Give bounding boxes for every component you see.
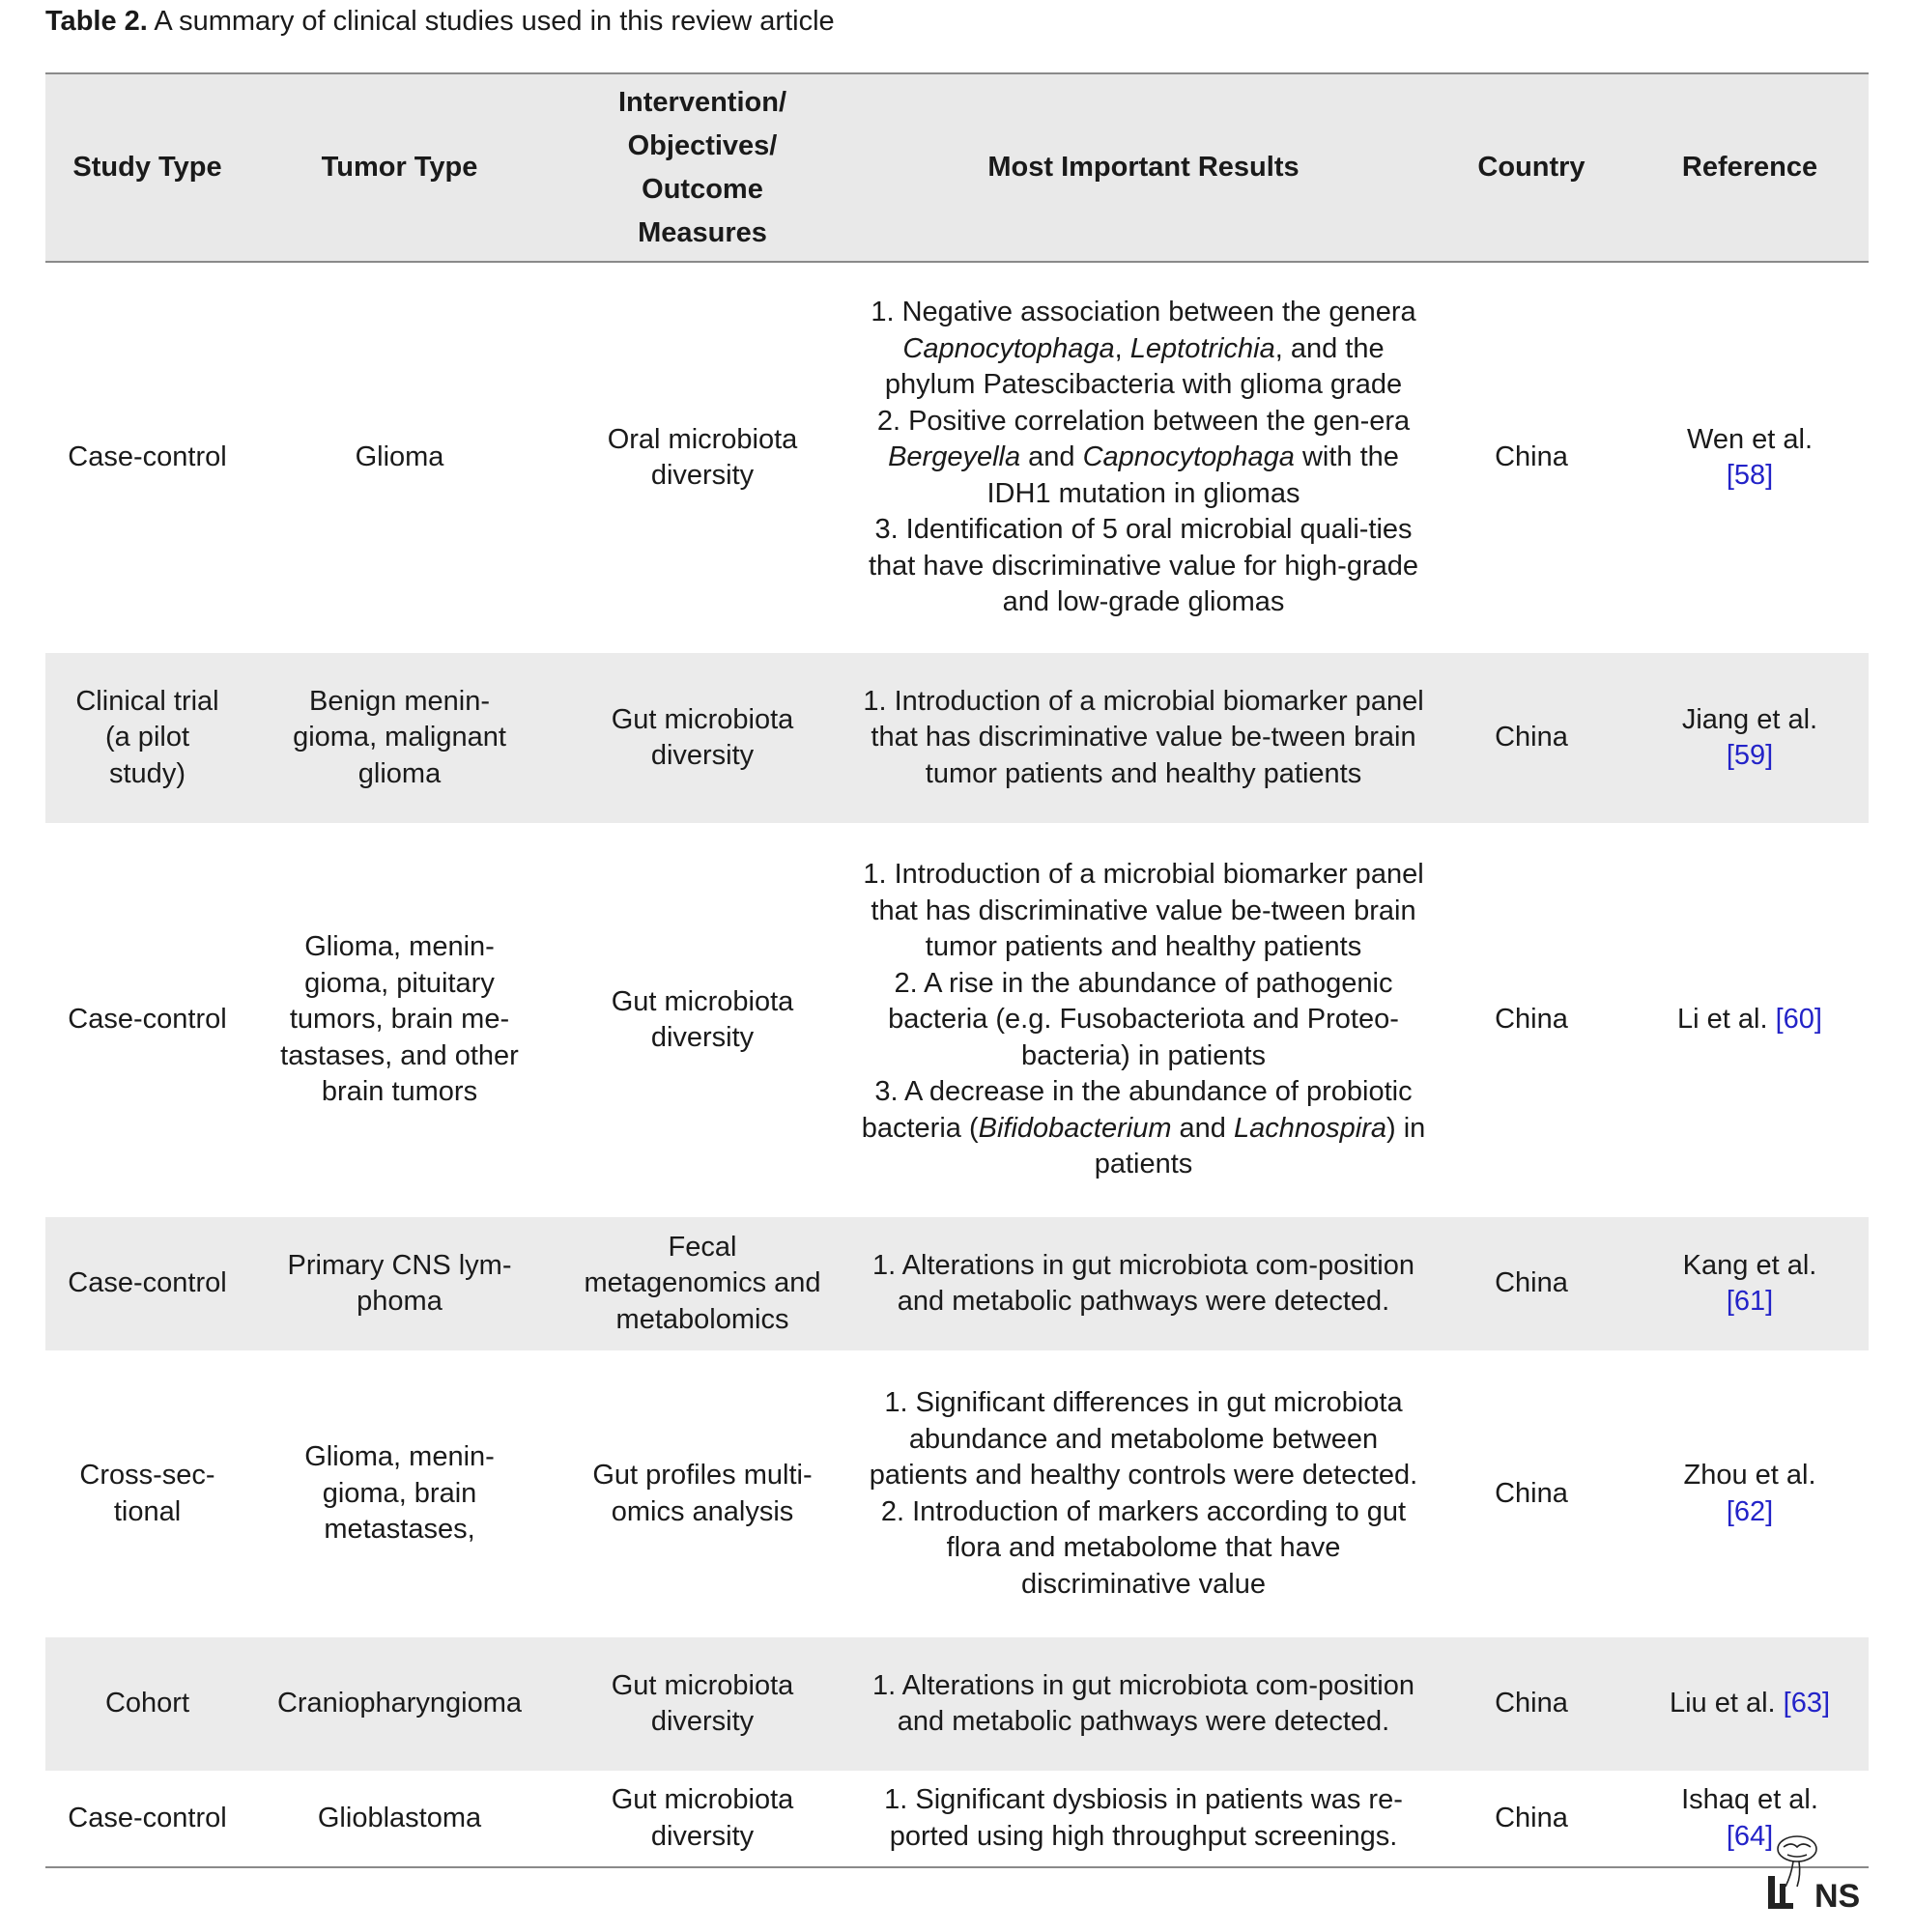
column-header: Intervention/ Objectives/ Outcome Measures bbox=[550, 73, 855, 262]
table-row bbox=[45, 653, 1869, 823]
cell-reference bbox=[1631, 653, 1869, 823]
reference-author: Ishaq et al. bbox=[1681, 1784, 1818, 1815]
cell-tumor-type: Glioblastoma bbox=[249, 1771, 550, 1867]
journal-logo bbox=[1764, 1832, 1869, 1913]
cell-tumor-type: Benign menin-gioma, malignant glioma bbox=[293, 685, 506, 789]
reference-link[interactable]: [62] bbox=[1726, 1495, 1774, 1527]
table-row bbox=[45, 1637, 1869, 1771]
cell-intervention: Fecal metagenomics and metabolomics bbox=[584, 1231, 821, 1335]
cell-study-type: Clinical trial (a pilot study) bbox=[75, 685, 219, 789]
cell-country: China bbox=[1495, 1477, 1568, 1509]
cell-tumor-type: Craniopharyngioma bbox=[276, 1688, 523, 1719]
column-header: Most Important Results bbox=[855, 73, 1432, 262]
table-row bbox=[45, 1350, 1869, 1637]
reference-link[interactable]: [63] bbox=[1783, 1688, 1831, 1719]
table-row bbox=[45, 1217, 1869, 1350]
reference-link[interactable]: [58] bbox=[1726, 460, 1774, 491]
cell-study-type: Case-control bbox=[68, 441, 227, 473]
cell-intervention: Gut microbiota diversity bbox=[611, 703, 794, 771]
cell-reference bbox=[1631, 823, 1869, 1217]
cell-tumor-type: Glioma bbox=[355, 441, 444, 473]
cell-intervention: Gut microbiota diversity bbox=[550, 1771, 855, 1867]
reference-author: Kang et al. bbox=[1682, 1249, 1817, 1281]
table-header bbox=[45, 73, 1869, 262]
reference-link[interactable]: [64] bbox=[1726, 1820, 1774, 1852]
reference-link[interactable]: [60] bbox=[1775, 1004, 1822, 1036]
cell-intervention: Gut microbiota diversity bbox=[611, 1669, 794, 1737]
cell-results: 1. Introduction of a microbial biomarker panel that has discriminative value be-tween brain tumor patients and healthy patients 2. A rise in the abundance of pathogenic bacteria (e.g. Fusobacteriota and Proteo-bacteria) in patients 3. A decrease in the abundance of probiotic bacteria (Bifidobacterium and Lachnospira) in patients bbox=[861, 859, 1426, 1180]
cell-results: 1. Alterations in gut microbiota com-position and metabolic pathways were detected. bbox=[872, 1249, 1414, 1317]
table-body bbox=[45, 262, 1869, 1867]
table-caption bbox=[45, 2, 835, 41]
cell-results: 1. Introduction of a microbial biomarker panel that has discriminative value be-tween brain tumor patients and healthy patients bbox=[863, 685, 1424, 789]
cell-reference bbox=[1631, 262, 1869, 653]
cell-results: 1. Alterations in gut microbiota com-position and metabolic pathways were detected. bbox=[872, 1669, 1414, 1737]
cell-tumor-type: Glioma, menin-gioma, brain metastases, bbox=[304, 1441, 495, 1546]
cell-tumor-type: Glioma, menin-gioma, pituitary tumors, brain me-tastases, and other brain tumors bbox=[280, 931, 519, 1108]
reference-link[interactable]: [61] bbox=[1726, 1286, 1774, 1317]
table-caption-text: A summary of clinical studies used in this review article bbox=[154, 6, 835, 37]
cell-country: China bbox=[1432, 1771, 1631, 1867]
column-header: Study Type bbox=[45, 73, 249, 262]
reference-author: Wen et al. bbox=[1686, 423, 1814, 455]
cell-study-type: Case-control bbox=[68, 1004, 227, 1036]
column-header: Reference bbox=[1631, 73, 1869, 262]
column-header: Country bbox=[1432, 73, 1631, 262]
cell-study-type: Case-control bbox=[45, 1771, 249, 1867]
reference-author: Liu et al. bbox=[1669, 1688, 1776, 1719]
cell-country: China bbox=[1495, 1004, 1568, 1036]
reference-author: Li et al. bbox=[1677, 1004, 1768, 1036]
reference-author: Zhou et al. bbox=[1683, 1460, 1816, 1491]
cell-country: China bbox=[1495, 1267, 1568, 1299]
cell-reference bbox=[1631, 1217, 1869, 1350]
column-header: Tumor Type bbox=[249, 73, 550, 262]
logo-text: NS bbox=[1814, 1878, 1861, 1913]
table-row bbox=[45, 262, 1869, 653]
clinical-studies-table bbox=[45, 72, 1869, 1868]
cell-results: 1. Negative association between the genera Capnocytophaga, Leptotrichia, and the phylum Patescibacteria with glioma grade 2. Positive correlation between the gen-era Bergeyella and Capnocytophaga with the IDH1 mutation in gliomas 3. Identification of 5 oral microbial quali-ties that have discriminative value for high-grade and low-grade gliomas bbox=[868, 297, 1419, 618]
table-caption-label: Table 2. bbox=[45, 6, 148, 37]
cell-study-type: Cohort bbox=[104, 1688, 190, 1719]
cell-study-type: Cross-sec-tional bbox=[79, 1460, 215, 1527]
cell-reference bbox=[1631, 1350, 1869, 1637]
cell-results: 1. Significant differences in gut microbiota abundance and metabolome between patients and healthy controls were detected. 2. Introduction of markers according to gut flora and metabolome that have discriminative value bbox=[869, 1387, 1418, 1600]
reference-author: Jiang et al. bbox=[1681, 703, 1818, 735]
reference-link[interactable]: [59] bbox=[1726, 740, 1774, 771]
cell-results: 1. Significant dysbiosis in patients was re-ported using high throughput screenings. bbox=[855, 1771, 1432, 1867]
cell-reference bbox=[1631, 1637, 1869, 1771]
table-header-row bbox=[45, 73, 1869, 262]
cell-intervention: Gut profiles multi-omics analysis bbox=[592, 1460, 813, 1527]
cell-country: China bbox=[1495, 1688, 1568, 1719]
cell-country: China bbox=[1495, 722, 1568, 753]
cell-study-type: Case-control bbox=[68, 1267, 227, 1299]
cell-intervention: Oral microbiota diversity bbox=[607, 423, 798, 491]
cell-country: China bbox=[1495, 441, 1568, 473]
table-row bbox=[45, 823, 1869, 1217]
cell-tumor-type: Primary CNS lym-phoma bbox=[287, 1249, 512, 1317]
cell-intervention: Gut microbiota diversity bbox=[611, 985, 794, 1053]
table-row bbox=[45, 1771, 1869, 1867]
